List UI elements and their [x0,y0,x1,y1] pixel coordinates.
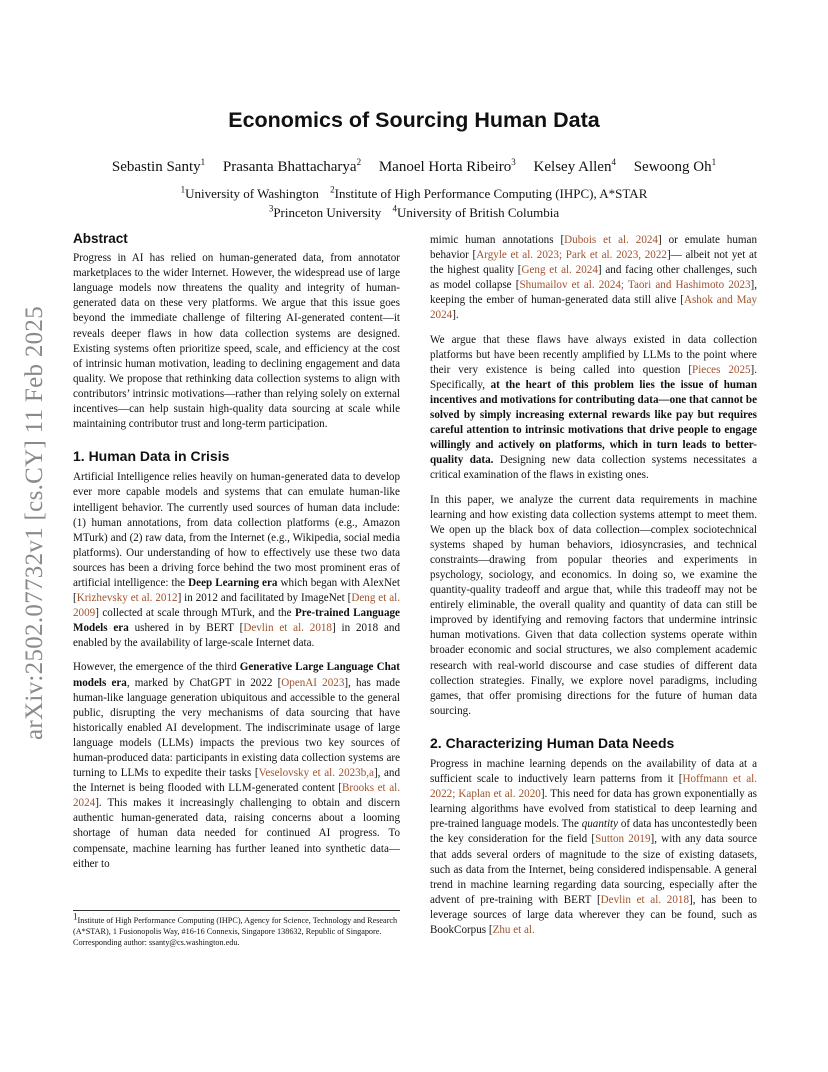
citation-link[interactable]: Ashok and May 2024 [430,294,757,322]
citation-link[interactable]: Deng et al. 2009 [73,592,400,620]
bold-phrase: at the heart of this problem lies the issue of human incentives and motivations for contributing data—one that cannot be solved by simply increasing external rewards like pay but requires careful attention to intrinsic motivations that drive people to engage willingly and actively on platforms, which in turn leads to better-quality data. [430,378,757,467]
citation-link[interactable]: Hoffmann et al. 2022; Kaplan et al. 2020 [430,773,757,801]
affiliation: $^3$Princeton University [268,203,382,220]
bold-phrase: Generative Large Language Chat models era [73,661,400,689]
bold-phrase: Pre-trained Language Models era [73,607,400,635]
citation-link[interactable]: Argyle et al. 2023; Park et al. 2023, 2022 [476,249,667,262]
author: Manoel Horta Ribeiro$^3$ [378,157,516,175]
citation-link[interactable]: Brooks et al. 2024 [73,782,400,810]
citation-link[interactable]: Krizhevsky et al. 2012 [76,592,178,605]
paragraph: mimic human annotations [Dubois et al. 2024] or emulate human behavior [Argyle et al. 2023; Park et al. 2023, 2022]— albeit not yet at the highest quality [Geng et al. 2024] and facing other challenges, such as model collapse [Shumailov et al. 2024; Taori and Hashimoto 2023], keeping the ember of human-generated data still alive [Ashok and May 2024]. [430,234,758,322]
author: Prasanta Bhattacharya$^2$ [222,157,362,175]
author: Sebastin Santy$^1$ [111,157,206,175]
abstract-heading: Abstract [73,231,128,246]
paragraph: Artificial Intelligence relies heavily on human-generated data to develop ever more capable models and systems that can emulate human-like intelligent behavior. The currently used sources of human data include: (1) human annotations, from data collection platforms (e.g., Amazon MTurk) and (2) raw data, from the Internet (e.g., Wikipedia, social media platforms). Our understanding of how to effectively use these two data sources has been a driving force behind the two most prominent eras of artificial intelligence: the Deep Learning era which began with AlexNet [Krizhevsky et al. 2012] in 2012 and facilitated by ImageNet [Deng et al. 2009] collected at scale through MTurk, and the Pre-trained Language Models era ushered in by BERT [Devlin et al. 2018] in 2018 and enabled by the availability of large-scale Internet data. [73,471,400,650]
citation-link[interactable]: Pieces 2025 [692,363,751,376]
paragraph: In this paper, we analyze the current data requirements in machine learning and how existing data collection systems attempt to meet them. We open up the black box of data collection—complex sociotechnical systems shaped by human behaviors, idiosyncrasies, and technical constraints—drawing from popular theories and experiments in psychology, sociology, and economics. In doing so, we examine the quantity-quality tradeoff and argue that, while this tradeoff may not be entirely eliminable, the overall quality and quantity of data can still be improved by identifying and removing factors that undermine intrinsic human motivations. Given that data collection systems operate within broader economic and social structures, we also complement academic research with real-world discourse and case studies of different data collection strategies. Finally, we explore novel paradigms, including games, that offer promising directions for the future of human data sourcing. [430,493,757,717]
author: Sewoong Oh$^1$ [633,157,717,175]
author-list [0,159,828,176]
section-1-heading: 1. Human Data in Crisis [73,448,230,465]
abstract-text: Progress in AI has relied on human-generated data, from annotator marketplaces to the wider Internet. However, the widespread use of large language models now threatens the quality and integrity of human-generated data on these very platforms. We argue that this issue goes beyond the immediate challenge of filtering AI-generated content—it reveals deeper flaws in how data collection systems are designed. Existing systems often prioritize speed, scale, and efficiency at the cost of intrinsic human motivation, leading to declining engagement and data quality. We propose that rethinking data collection systems to align with contributors’ intrinsic motivations—rather than relying solely on external incentives—can help sustain high-quality data sourcing at scale while maintaining contributor trust and long-term participation. [73,252,400,431]
corresponding-author: Corresponding author: ssanty@cs.washington.edu. [73,938,240,947]
affiliations-line-2 [0,205,828,221]
right-column [430,233,757,947]
citation-link[interactable]: Shumailov et al. 2024; Taori and Hashimoto 2023 [519,279,751,292]
arxiv-identifier [20,288,50,758]
paragraph: We argue that these flaws have always existed in data collection platforms but have been recently amplified by LLMs to the point where their very existence is being called into question [Pieces 2025]. Specifically, at the heart of this problem lies the issue of human incentives and motivations for contributing data—one that cannot be solved by simply increasing external rewards like pay but requires careful attention to intrinsic motivations that drive people to engage willingly and actively on platforms, which in turn leads to better-quality data. Designing new data collection systems necessitates a critical examination of the flaws in existing ones. [430,333,757,482]
author: Kelsey Allen$^4$ [533,157,616,175]
affiliation: $^1$University of Washington [180,184,319,201]
footnote [73,910,400,948]
paper-title: Economics of Sourcing Human Data [228,108,600,132]
citation-link[interactable]: Geng et al. 2024 [521,264,598,277]
citation-link[interactable]: Devlin et al. 2018 [243,622,332,635]
affiliation: $^4$University of British Columbia [392,203,560,220]
arxiv-identifier-text: arXiv:2502.07732v1 [cs.CY] 11 Feb 2025 [21,305,48,741]
footnote-affiliation: $^1$Institute of High Performance Computing (IHPC), Agency for Science, Technology and Research (A*STAR), 1 Fusionopolis Way, #16-16 Connexis, Singapore 138632, Republic of Singapore. [73,911,398,936]
citation-link[interactable]: Sutton 2019 [595,833,651,846]
citation-link[interactable]: Devlin et al. 2018 [600,893,689,906]
citation-link[interactable]: OpenAI 2023 [281,676,345,689]
paragraph: However, the emergence of the third Generative Large Language Chat models era, marked by ChatGPT in 2022 [OpenAI 2023], has made human-like language generation ubiquitous and accessible to the general public, disrupting the very mechanisms of data sourcing that have historically enabled AI development. The indiscriminate usage of large language models (LLMs) impacts the previous two key sources of human-produced data: participants in existing data collection systems are turning to LLMs to expedite their tasks [Veselovsky et al. 2023b,a], and the Internet is being flooded with LLM-generated content [Brooks et al. 2024]. This makes it increasingly challenging to obtain and discern authentic human-generated data, raising concerns about a looming shortage of human data needed for continued AI progress. To compensate, machine learning has further leaned into synthetic data—either to [73,661,401,870]
citation-link[interactable]: Dubois et al. 2024 [564,234,658,246]
section-2-heading: 2. Characterizing Human Data Needs [430,734,675,751]
italic-word: quantity [581,818,619,831]
bold-phrase: Deep Learning era [188,576,278,589]
affiliation: $^2$Institute of High Performance Computing (IHPC), A*STAR [330,184,648,201]
citation-link[interactable]: Veselovsky et al. 2023b,a [258,767,374,780]
citation-link[interactable]: Zhu et al. [492,924,535,937]
affiliations-line-1 [0,186,828,202]
paragraph: Progress in machine learning depends on the availability of data at a sufficient scale to inductively learn patterns from it [Hoffmann et al. 2022; Kaplan et al. 2020]. This need for data has grown exponentially as learning algorithms have evolved from statistical to deep learning and pre-trained language models. The quantity of data has uncontestedly been the key consideration for the field [Sutton 2019], with any data source that adds several orders of magnitude to the size of existing datasets, such as data from the Internet, being considered indispensable. A general trend in machine learning regarding data sourcing, especially after the advent of pre-training with BERT [Devlin et al. 2018], has been to leverage sources of large data wherever they can be found, such as BookCorpus [Zhu et al. [430,758,758,937]
left-column [73,231,400,881]
